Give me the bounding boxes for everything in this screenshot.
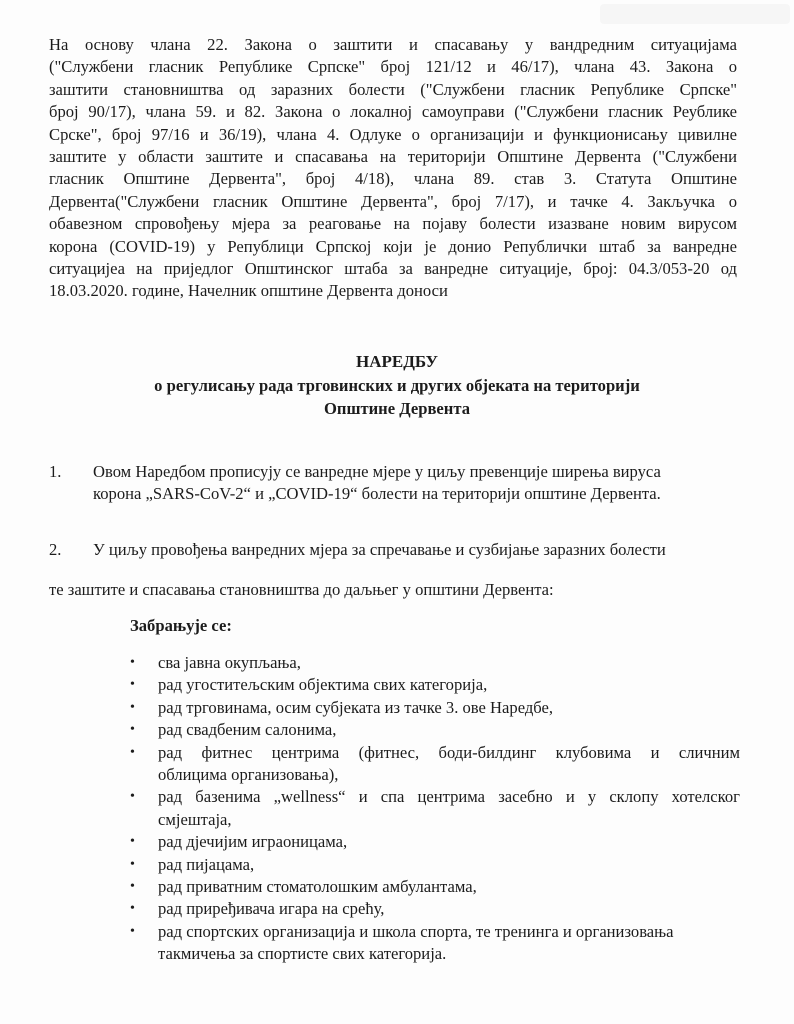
order-title: НАРЕДБУ — [355, 352, 439, 371]
bullet-icon: • — [130, 901, 135, 917]
list-item — [128, 674, 740, 696]
list-item — [128, 742, 740, 787]
item-number: 1. — [49, 462, 62, 481]
list-item — [128, 921, 740, 966]
preamble-line: гласник Општине Дервента", број 4/18), члана 89. став 3. Статута Општине — [49, 169, 737, 189]
list-item — [128, 652, 740, 674]
list-item-text: рад угоститељским објектима свих категорија, — [158, 675, 488, 695]
list-item-text: рад спортских организација и школа спорта, те тренинга и организовања — [158, 921, 674, 941]
scan-artifact — [600, 4, 790, 24]
list-item-text: облицима организовања), — [158, 765, 339, 785]
forbidden-heading: Забрањује се: — [130, 616, 232, 635]
item-number: 2. — [49, 540, 62, 559]
list-item-text: смјештаја, — [158, 809, 232, 829]
list-item-text: рад пијацама, — [158, 854, 255, 874]
bullet-icon: • — [130, 655, 135, 670]
item-2-continuation: те заштите и спасавања становништва до даљњег у општини Дервента: — [49, 580, 554, 599]
preamble-line: заштити становништва од заразних болести ("Службени гласник Републике Српске" — [49, 79, 737, 99]
preamble-line: заштите у области заштите и спасавања на територији Општине Дервента ("Службени — [49, 147, 737, 167]
preamble-line: Дервента("Службени гласник Општине Дервента", број 7/17), и тачке 4. Закључка о — [49, 191, 737, 211]
list-item-text: рад базенима „wellness“ и спа центрима засебно и у склопу хотелског — [158, 787, 740, 807]
list-item — [128, 854, 740, 876]
forbidden-list — [128, 652, 740, 966]
list-item — [128, 876, 740, 898]
preamble-line: Срске", број 97/16 и 36/19), члана 4. Одлуке о организацији и функционисању цивилне — [49, 124, 737, 144]
item-line: У циљу провођења ванредних мјера за спречавање и сузбијање заразних болести — [93, 540, 666, 559]
list-item — [128, 697, 740, 719]
list-item-text: рад фитнес центрима (фитнес, боди-билдинг клубовима и сличним — [158, 742, 740, 762]
preamble-line: 18.03.2020. године, Начелник општине Дервента доноси — [49, 281, 448, 301]
bullet-icon: • — [130, 789, 135, 805]
bullet-icon: • — [130, 856, 135, 872]
order-subtitle-line: Општине Дервента — [323, 399, 470, 418]
preamble-line: На основу члана 22. Закона о заштити и спасавању у вандредним ситуацијама — [49, 35, 737, 54]
list-item — [128, 831, 740, 853]
list-item-text: такмичења за спортисте свих категорија. — [158, 944, 447, 964]
preamble-line: ("Службени гласник Републике Српске" број 121/12 и 46/17), члана 43. Закона о — [49, 57, 737, 77]
list-item — [128, 719, 740, 741]
bullet-icon: • — [130, 677, 135, 693]
preamble-line: корона (COVID-19) у Републици Српској који је донио Републички штаб за ванредне — [49, 236, 737, 256]
bullet-icon: • — [130, 699, 135, 715]
list-item — [128, 786, 740, 831]
order-subtitle-line: о регулисању рада трговинских и других објеката на територији — [154, 376, 640, 395]
bullet-icon: • — [130, 879, 135, 895]
list-item-text: рад приређивача игара на срећу, — [158, 899, 385, 919]
bullet-icon: • — [130, 923, 135, 939]
order-title-block — [0, 350, 794, 420]
preamble-paragraph — [49, 34, 737, 303]
item-line: Овом Наредбом прописују се ванредне мјере у циљу превенције ширења вируса — [93, 462, 661, 481]
list-item-text: рад дјечијим играоницама, — [158, 832, 348, 852]
preamble-line: ситуацијеа на приједлог Општинског штаба за ванредне ситуације, број: 04.3/053-20 од — [49, 259, 737, 279]
preamble-line: број 90/17), члана 59. и 82. Закона о локалној самоуправи ("Службени гласник Реублике — [49, 102, 737, 122]
list-item-text: рад свадбеним салонима, — [158, 720, 337, 740]
item-line: корона „SARS-CoV-2“ и „COVID-19“ болести на територији општине Дервента. — [93, 484, 661, 504]
list-item-text: сва јавна окупљања, — [158, 653, 301, 672]
list-item — [128, 898, 740, 920]
preamble-line: обавезном спровођењу мјера за реаговање на појаву болести изазване новим вирусом — [49, 214, 737, 234]
list-item-text: рад приватним стоматолошким амбулантама, — [158, 877, 477, 897]
bullet-icon: • — [130, 744, 135, 760]
bullet-icon: • — [130, 722, 135, 738]
list-item-text: рад трговинама, осим субјеката из тачке 3. ове Наредбе, — [158, 697, 554, 717]
bullet-icon: • — [130, 834, 135, 850]
